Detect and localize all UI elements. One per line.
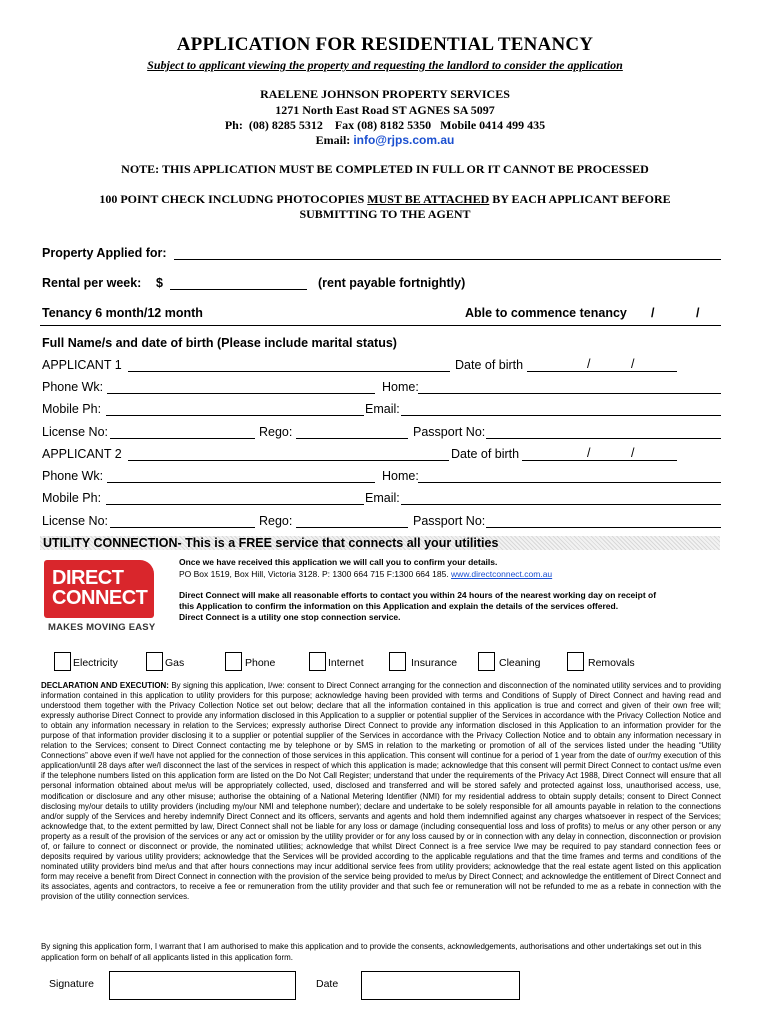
applicant1-mobile-label: Mobile Ph: <box>42 402 102 416</box>
applicants-section-title: Full Name/s and date of birth (Please include marital status) <box>42 336 397 350</box>
commence-label: Able to commence tenancy <box>465 306 627 320</box>
agency-name: RAELENE JOHNSON PROPERTY SERVICES <box>260 87 510 101</box>
insurance-label: Insurance <box>411 657 458 669</box>
applicant2-rego-label: Rego: <box>259 514 293 528</box>
rental-field[interactable] <box>170 289 307 290</box>
form-subtitle: Subject to applicant viewing the property and requesting the landlord to consider the application <box>147 58 623 72</box>
applicant2-name-field[interactable] <box>128 460 449 461</box>
point-check-part1: 100 POINT CHECK INCLUDNG PHOTOCOPIES <box>99 192 368 206</box>
applicant1-passport-label: Passport No: <box>413 425 486 439</box>
removals-checkbox[interactable] <box>567 652 584 671</box>
agency-email-line <box>0 133 770 148</box>
applicant1-label: APPLICANT 1 <box>42 358 122 372</box>
email-label: Email: <box>315 133 351 147</box>
property-field[interactable] <box>174 259 721 260</box>
applicant2-dob-field[interactable] <box>522 460 677 461</box>
website-link[interactable]: www.directconnect.com.au <box>451 569 553 579</box>
applicant2-email-field[interactable] <box>401 504 721 505</box>
applicant1-home-label: Home: <box>382 380 419 394</box>
agency-phone: Ph: (08) 8285 5312 Fax (08) 8182 5350 Mobile 0414 499 435 <box>224 118 546 132</box>
applicant1-email-field[interactable] <box>401 415 721 416</box>
agency-address: 1271 North East Road ST AGNES SA 5097 <box>275 103 495 117</box>
internet-label: Internet <box>328 657 364 669</box>
utility-band-label: UTILITY CONNECTION- This is a FREE service that connects all your utilities <box>43 536 499 550</box>
authority-text: By signing this application form, I warrant that I am authorised to make this application and to provide the consents, acknowledgements, authorisations and other undertakings set out in this application form on behalf of all applicants listed in this application form. <box>41 942 702 962</box>
electricity-label: Electricity <box>73 657 118 669</box>
section-divider <box>40 325 721 326</box>
contact-details: PO Box 1519, Box Hill, Victoria 3128. P: 1300 664 715 F:1300 664 185. <box>179 569 449 579</box>
applicant2-phone-label: Phone Wk: <box>42 469 104 483</box>
efforts-line3: Direct Connect is a utility one stop connection service. <box>179 612 401 622</box>
phone-checkbox[interactable] <box>225 652 242 671</box>
applicant1-dob-label: Date of birth <box>455 358 524 372</box>
applicant1-dob-field[interactable] <box>527 371 677 372</box>
point-check-part2: BY EACH APPLICANT BEFORE <box>489 192 671 206</box>
dob-slash: / <box>587 446 591 460</box>
applicant2-label: APPLICANT 2 <box>42 447 122 461</box>
signature-label: Signature <box>49 978 94 990</box>
applicant2-dob-label: Date of birth <box>451 447 520 461</box>
contact-line <box>179 569 552 579</box>
applicant1-rego-field[interactable] <box>296 438 408 439</box>
applicant2-home-label: Home: <box>382 469 419 483</box>
electricity-checkbox[interactable] <box>54 652 71 671</box>
dob-slash: / <box>631 446 635 460</box>
dob-slash: / <box>631 357 635 371</box>
applicant2-passport-field[interactable] <box>486 527 721 528</box>
point-check-line2: SUBMITTING TO THE AGENT <box>299 207 471 221</box>
date-box[interactable] <box>361 971 520 1000</box>
insurance-checkbox[interactable] <box>389 652 406 671</box>
applicant1-rego-label: Rego: <box>259 425 293 439</box>
point-check-underlined: MUST BE ATTACHED <box>367 192 490 206</box>
signature-box[interactable] <box>109 971 296 1000</box>
applicant1-license-field[interactable] <box>110 438 255 439</box>
efforts-line2: this Application to confirm the information on this Application and explain the details of the services offered. <box>179 601 619 611</box>
applicant2-email-label: Email: <box>365 491 400 505</box>
callback-text: Once we have received this application we will call you to confirm your details. <box>179 557 498 567</box>
applicant1-mobile-field[interactable] <box>106 415 364 416</box>
internet-checkbox[interactable] <box>309 652 326 671</box>
applicant2-passport-label: Passport No: <box>413 514 486 528</box>
efforts-line1: Direct Connect will make all reasonable efforts to contact you within 24 hours of the nearest working day on receipt of <box>179 590 657 600</box>
property-label: Property Applied for: <box>42 246 167 260</box>
declaration-heading: DECLARATION AND EXECUTION: <box>41 681 169 690</box>
cleaning-checkbox[interactable] <box>478 652 495 671</box>
logo-line2: CONNECT <box>52 587 148 609</box>
tenancy-term-label: Tenancy 6 month/12 month <box>42 306 203 320</box>
applicant1-phone-label: Phone Wk: <box>42 380 104 394</box>
applicant1-name-field[interactable] <box>128 371 450 372</box>
gas-checkbox[interactable] <box>146 652 163 671</box>
date-label: Date <box>316 978 339 990</box>
declaration-body: By signing this application, I/we: consent to Direct Connect arranging for the connection and disconnection of the nominated utility services and to providing information contained in this application to utility providers for this purpose; acknowledge having been provided with terms and Conditions of Supply of Direct Connect and having read and understood them together with the Privacy Collection Notice set out below; declare that all the information contained in this application is true and correct and given of their own free will; expressly authorise Direct Connect to provide any information disclosed in this Application to a supplier or potential supplier of the Services in accordance with the Privacy Collection Notice and to obtain any information necessary in relation to the Services; expressly authorise Direct Connect to provide any information disclosed in this Application to an information provider for the purpose of that information provider disclosing it to a supplier or potential supplier of the Services in accordance with the Privacy Collection Notice and to obtain any information necessary in relation to the Services; consent to Direct Connect contacting me by telephone or by SMS in relation to the marketing or promotion of all of the services listed under the heading “Utility Connections” above even if we/I have not applied for the connection of those services in this application. This consent will continue for a period of 1 year from the date of our/my execution of this application/until 28 days after we/I disconnect the last of the services in respect of which this application is made; acknowledge that this consent will permit Direct Connect to contact us/me even if the telephone numbers listed on this application form are listed on the Do Not Call Register; understand that under the requirements of the Privacy Act 1988, Direct Connect will ensure that all personal information obtained about me/us will be appropriately collected, used, disclosed and transferred and will be stored safely and protected against loss, unauthorised access, use, modification or disclosure and any other misuse; authorise the obtaining of a National Metering Identifier (NMI) for my residential address to obtain supply details; consent to Direct Connect disclosing my/our details to utility providers (including my/our NMI and telephone number); declare and undertake to be solely responsible for all amounts payable in relation to the connections and/or supply of the Services and hereby indemnify Direct Connect and its officers, servants and agents and hold them indemnified against any charges whatsoever in respect of the Services; acknowledge that, to the extent permitted by law, Direct Connect shall not be liable for any loss or damage (including consequential loss and loss of profits) to me/us or any other person or any property as a result of the provision of the services or any act or omission by the utility provider or for any loss caused by or in connection with any delay in connection, disconnection or provision of, or failure to connect or disconnect or provide, the nominated utilities; acknowledge that whilst Direct Connect is a free service I/we may be required to pay standard connection fees or deposits required by various utility providers; acknowledge that the Services will be provided according to the applicable regulations and that the time frames and terms and conditions of the nominated utility providers bind me/us and that after hours connections may incur additional service fees from utility providers; acknowledge that the real estate agent listed on this application form may receive a benefit from Direct Connect in connection with the provision of the service being provided to me/us by Direct Connect; and acknowledge the entitlement of Direct Connect and its associates, agents and contractors, to receive a fee or remuneration from the utility provider and that such fee or remuneration will not be refunded to me as a rebate in connection with the provision of the utility connection services. <box>41 681 722 901</box>
rental-label: Rental per week: <box>42 276 142 290</box>
applicant2-home-field[interactable] <box>418 482 721 483</box>
completion-note: NOTE: THIS APPLICATION MUST BE COMPLETED IN FULL OR IT CANNOT BE PROCESSED <box>121 162 649 176</box>
cleaning-label: Cleaning <box>499 657 541 669</box>
applicant2-mobile-label: Mobile Ph: <box>42 491 102 505</box>
commence-date-slash: / <box>696 306 700 320</box>
logo-line1: DIRECT <box>52 567 124 589</box>
applicant2-license-label: License No: <box>42 514 109 528</box>
applicant1-passport-field[interactable] <box>486 438 721 439</box>
applicant2-license-field[interactable] <box>110 527 255 528</box>
applicant1-home-field[interactable] <box>418 393 721 394</box>
applicant2-phone-field[interactable] <box>107 482 375 483</box>
applicant2-rego-field[interactable] <box>296 527 408 528</box>
phone-label: Phone <box>245 657 276 669</box>
applicant2-mobile-field[interactable] <box>106 504 364 505</box>
gas-label: Gas <box>165 657 185 669</box>
commence-date-slash: / <box>651 306 655 320</box>
direct-connect-logo <box>44 560 154 618</box>
dollar-sign: $ <box>156 276 163 290</box>
dob-slash: / <box>587 357 591 371</box>
form-title: APPLICATION FOR RESIDENTIAL TENANCY <box>176 34 594 55</box>
applicant1-license-label: License No: <box>42 425 109 439</box>
agency-email-link[interactable]: info@rjps.com.au <box>353 133 455 147</box>
logo-tagline: MAKES MOVING EASY <box>48 622 156 633</box>
point-check-line1 <box>0 192 770 207</box>
applicant1-phone-field[interactable] <box>107 393 375 394</box>
removals-label: Removals <box>588 657 635 669</box>
declaration-text <box>41 681 721 902</box>
applicant1-email-label: Email: <box>365 402 400 416</box>
rent-note: (rent payable fortnightly) <box>318 276 466 290</box>
